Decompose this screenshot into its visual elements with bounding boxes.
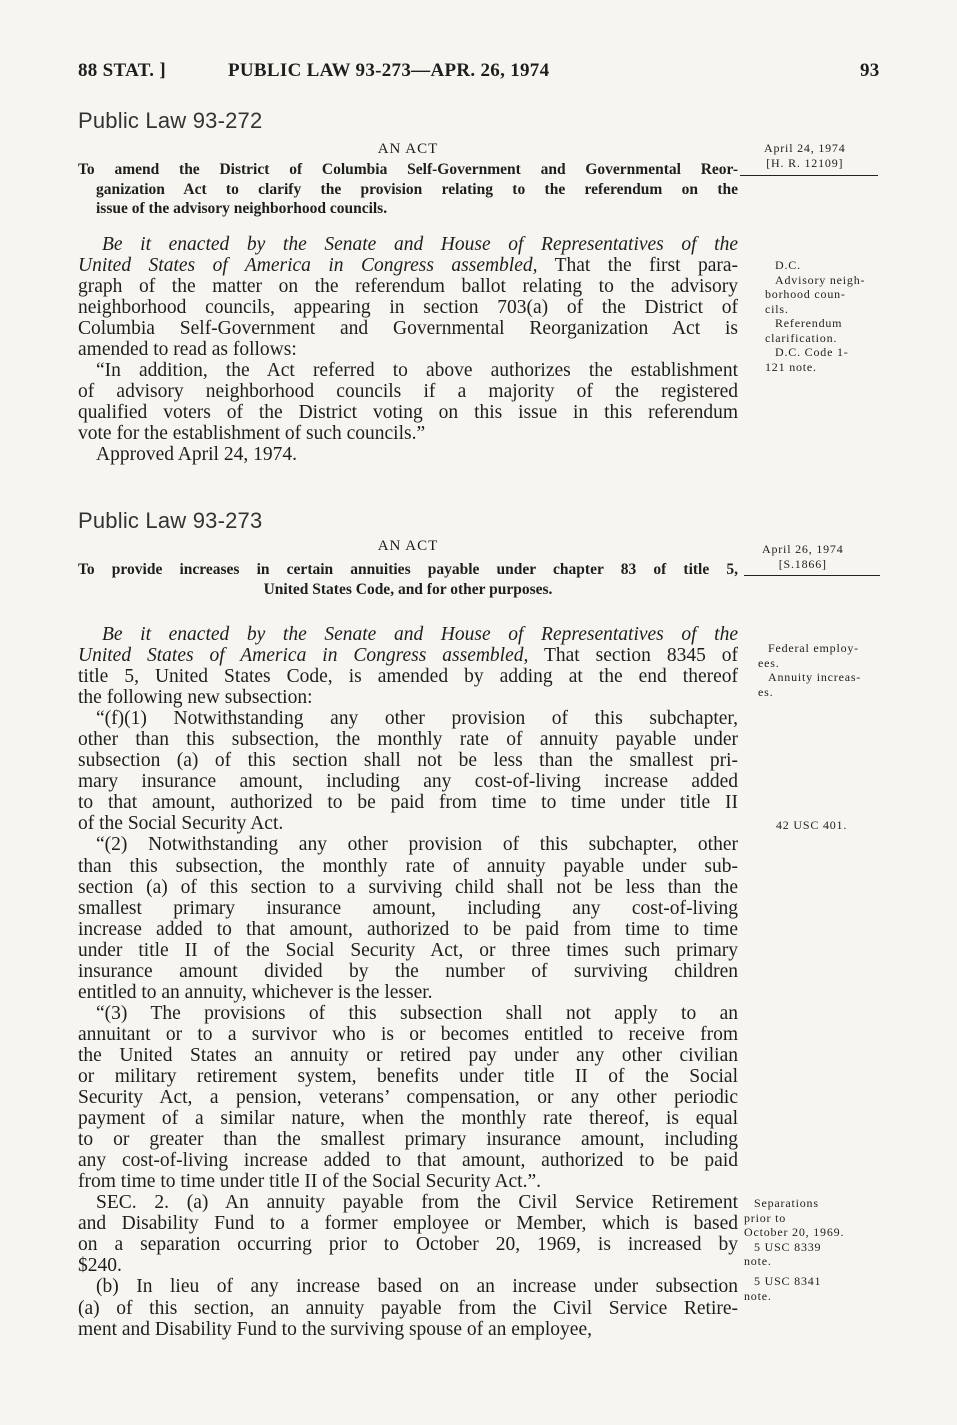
margin-note-usc: 42 USC 401. — [776, 818, 848, 832]
text-line — [78, 687, 738, 708]
line-text: “In addition, the Act referred to above authorizes the establishment — [96, 360, 738, 382]
margin-notes — [744, 1196, 844, 1269]
text-line: Security Act, a pension, veterans’ compensation, or any other periodic — [78, 1087, 738, 1109]
text-line: increase added to that amount, authorized to be paid from time to time — [78, 918, 738, 940]
page-number: 93 — [860, 60, 880, 81]
text-line: To provide increases in certain annuities payable under chapter 83 of title 5, — [78, 561, 738, 578]
text-line: the United States an annuity or retired pay under any other civilian — [78, 1044, 738, 1066]
italic-text: United States of America in Congress assembled, — [78, 255, 538, 277]
enactment-date-block — [762, 542, 844, 571]
margin-note-line: Referendum — [775, 316, 843, 330]
line-text: “(2) Notwithstanding any other provision of this subchapter, other — [96, 834, 738, 856]
text-line: Columbia Self-Government and Governmental Reorganization Act is — [78, 318, 738, 340]
law-title — [78, 160, 738, 219]
law-body — [78, 624, 738, 1340]
bill-number: [S.1866] — [778, 556, 827, 571]
margin-note-line: es. — [758, 684, 774, 699]
text-line — [78, 1192, 738, 1213]
line-text: Approved April 24, 1974. — [96, 444, 297, 466]
line-text: entitled to an annuity, whichever is the lesser. — [78, 981, 433, 1003]
divider-rule — [740, 175, 878, 176]
margin-note-line: note. — [744, 1288, 772, 1303]
law-body — [78, 234, 738, 466]
text-line: subsection (a) of this section shall not be less than the smallest pri- — [78, 750, 738, 772]
italic-text: Be it enacted by the Senate and House of Representatives of the — [102, 234, 738, 255]
text-line: graph of the matter on the referendum ballot relating to the advisory — [78, 276, 738, 298]
line-text: SEC. 2. (a) An annuity payable from the Civil Service Retirement — [96, 1192, 738, 1214]
margin-note-line: Federal employ- — [768, 641, 859, 655]
margin-notes — [744, 1274, 821, 1303]
text-line — [78, 834, 738, 855]
text-line — [78, 339, 738, 360]
text-line: To amend the District of Columbia Self-Government and Governmental Reor- — [78, 161, 738, 178]
text-line: or military retirement system, benefits under title II of the Social — [78, 1065, 738, 1087]
text-line: than this subsection, the monthly rate of annuity payable under sub- — [78, 855, 738, 877]
margin-note-line: 5 USC 8339 — [754, 1239, 822, 1254]
margin-note-line: October 20, 1969. — [744, 1225, 845, 1239]
an-act-label: AN ACT — [377, 538, 439, 554]
text-line: payment of a similar nature, when the monthly rate thereof, is equal — [78, 1108, 738, 1130]
text-line: title 5, United States Code, is amended by adding at the end thereof — [78, 666, 738, 688]
running-head-stat: 88 STAT. ] — [78, 60, 166, 81]
text-line: smallest primary insurance amount, including any cost-of-living — [78, 897, 738, 919]
text-line — [78, 708, 738, 729]
law-heading: Public Law 93-273 — [78, 508, 263, 533]
text-line: qualified voters of the District voting on this issue in this referendum — [78, 402, 738, 424]
text-line — [78, 1255, 738, 1276]
line-text: vote for the establishment of such councils.” — [78, 423, 426, 445]
an-act-label: AN ACT — [377, 141, 439, 157]
margin-notes — [765, 258, 865, 374]
text-line — [78, 645, 738, 666]
text-line: ganization Act to clarify the provision relating to the referendum on the — [96, 180, 738, 198]
line-text: That the first para- — [537, 255, 738, 277]
text-line — [78, 1171, 738, 1192]
text-line — [78, 1003, 738, 1024]
margin-note-line: 121 note. — [765, 359, 817, 374]
margin-note-line: cils. — [765, 301, 789, 316]
line-text: That section 8345 of — [528, 645, 738, 667]
margin-note-line: 5 USC 8341 — [754, 1274, 822, 1288]
line-text: the following new subsection: — [78, 687, 313, 709]
line-text: from time to time under title II of the Social Security Act.”. — [78, 1171, 542, 1193]
text-line: to or greater than the smallest primary insurance amount, including — [78, 1129, 738, 1151]
margin-note-line: Advisory neigh- — [775, 272, 866, 287]
text-line — [78, 423, 738, 444]
bill-number: [H. R. 12109] — [766, 155, 844, 170]
line-text: amended to read as follows: — [78, 339, 297, 361]
text-line: on a separation occurring prior to October 20, 1969, is increased by — [78, 1234, 738, 1256]
text-line: insurance amount divided by the number of surviving children — [78, 960, 738, 982]
margin-note-line: note. — [744, 1254, 772, 1268]
text-line — [78, 982, 738, 1003]
text-line: mary insurance amount, including any cost-of-living increase added — [78, 771, 738, 793]
law-title — [78, 560, 738, 599]
enactment-date: April 24, 1974 — [764, 141, 846, 155]
enactment-date: April 26, 1974 — [762, 542, 844, 556]
line-text: $240. — [78, 1255, 122, 1277]
text-line — [78, 624, 738, 645]
margin-note-line: D.C. Code 1- — [775, 345, 849, 359]
text-line: neighborhood councils, appearing in section 703(a) of the District of — [78, 297, 738, 319]
line-text: “(f)(1) Notwithstanding any other provision of this subchapter, — [96, 708, 738, 730]
margin-note-line: clarification. — [765, 330, 838, 345]
divider-rule — [744, 575, 880, 576]
text-line: under title II of the Social Security Act, or three times such primary — [78, 939, 738, 961]
margin-notes — [758, 641, 861, 699]
running-head-title: PUBLIC LAW 93-273—APR. 26, 1974 — [228, 60, 550, 81]
text-line — [78, 813, 738, 834]
text-line — [78, 444, 738, 465]
margin-note-line: Annuity increas- — [768, 670, 862, 684]
italic-text: Be it enacted by the Senate and House of Representatives of the — [102, 624, 738, 645]
text-line: issue of the advisory neighborhood councils. — [96, 200, 388, 217]
text-line — [78, 234, 738, 255]
margin-note-line: Separations — [754, 1196, 819, 1210]
line-text: (b) In lieu of any increase based on an increase under subsection — [96, 1276, 738, 1298]
italic-text: United States of America in Congress assembled, — [78, 645, 529, 667]
enactment-date-block — [764, 141, 846, 170]
line-text: “(3) The provisions of this subsection shall not apply to an — [96, 1002, 738, 1024]
text-line: section (a) of this section to a surviving child shall not be less than the — [78, 876, 738, 898]
margin-note-line: prior to — [744, 1210, 787, 1225]
text-line: and Disability Fund to a former employee or Member, which is based — [78, 1213, 738, 1235]
text-line: of advisory neighborhood councils if a majority of the registered — [78, 381, 738, 403]
text-line: United States Code, and for other purposes. — [263, 580, 553, 598]
text-line: to that amount, authorized to be paid from time to time under title II — [78, 792, 738, 814]
text-line — [78, 360, 738, 381]
line-text: of the Social Security Act. — [78, 813, 284, 835]
text-line — [78, 1276, 738, 1297]
text-line: (a) of this section, an annuity payable from the Civil Service Retire- — [78, 1297, 738, 1319]
margin-note-line: borhood coun- — [765, 287, 846, 301]
margin-note-line: ees. — [758, 655, 780, 670]
text-line: other than this subsection, the monthly rate of annuity payable under — [78, 729, 738, 751]
text-line: annuitant or to a survivor who is or becomes entitled to receive from — [78, 1023, 738, 1045]
margin-note-line: D.C. — [775, 258, 801, 272]
law-heading: Public Law 93-272 — [78, 108, 263, 133]
text-line — [78, 255, 738, 276]
text-line: ment and Disability Fund to the surviving spouse of an employee, — [78, 1318, 592, 1340]
text-line: any cost-of-living increase added to that amount, authorized to be paid — [78, 1150, 738, 1172]
